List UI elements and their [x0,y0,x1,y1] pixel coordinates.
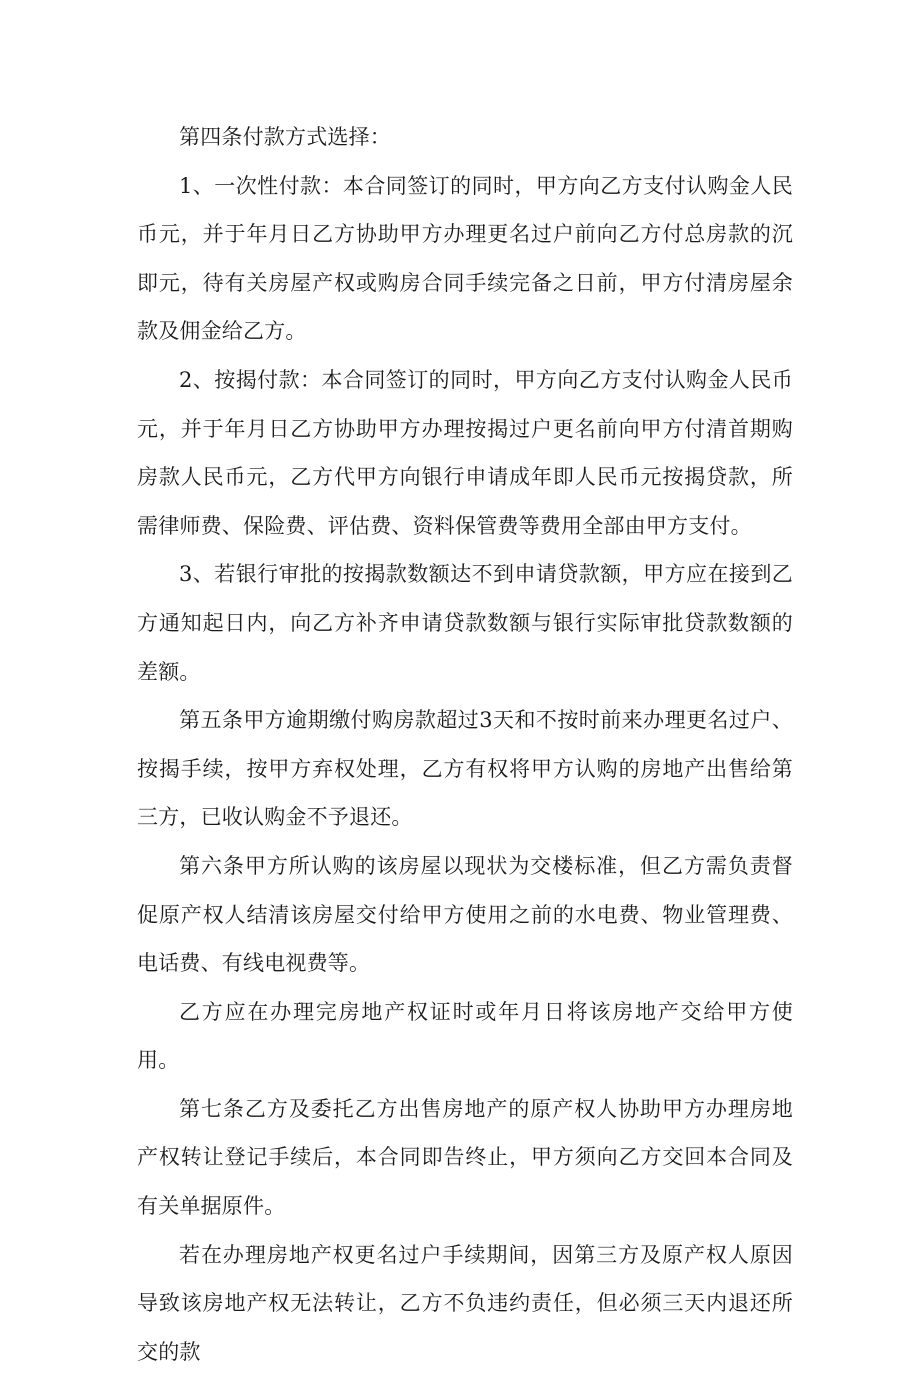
document-body [137,113,793,1376]
paragraph-loan-shortfall: 3、若银行审批的按揭款数额达不到申请贷款额，甲方应在接到乙方通知起日内，向乙方补齐申请贷款数额与银行实际审批贷款数额的差额。 [137,562,793,684]
paragraph-article-5: 第五条甲方逾期缴付购房款超过3天和不按时前来办理更名过户、按揭手续，按甲方弃权处理，乙方有权将甲方认购的房地产出售给第三方，已收认购金不予退还。 [137,708,793,830]
paragraph-lump-sum-payment: 1、一次性付款：本合同签订的同时，甲方向乙方支付认购金人民币元，并于年月日乙方协助甲方办理更名过户前向乙方付总房款的沉即元，待有关房屋产权或购房合同手续完备之日前，甲方付清房屋余款及佣金给乙方。 [137,173,793,344]
paragraph-article-6: 第六条甲方所认购的该房屋以现状为交楼标准，但乙方需负责督促原产权人结清该房屋交付给甲方使用之前的水电费、物业管理费、电话费、有线电视费等。 [137,853,793,976]
paragraph-article-7: 第七条乙方及委托乙方出售房地产的原产权人协助甲方办理房地产权转让登记手续后，本合同即告终止，甲方须向乙方交回本合同及有关单据原件。 [137,1096,793,1219]
paragraph-mortgage-payment: 2、按揭付款：本合同签订的同时，甲方向乙方支付认购金人民币元，并于年月日乙方协助甲方办理按揭过户更名前向甲方付清首期购房款人民币元，乙方代甲方向银行申请成年即人民币元按揭贷款，所需律师费、保险费、评估费、资料保管费等费用全部由甲方支付。 [137,367,793,538]
paragraph-handover: 乙方应在办理完房地产权证时或年月日将该房地产交给甲方使用。 [137,999,793,1073]
paragraph-transfer-failure: 若在办理房地产权更名过户手续期间，因第三方及原产权人原因导致该房地产权无法转让，乙方不负违约责任，但必须三天内退还所交的款 [137,1242,793,1364]
paragraph-article-4-title: 第四条付款方式选择： [179,125,391,149]
